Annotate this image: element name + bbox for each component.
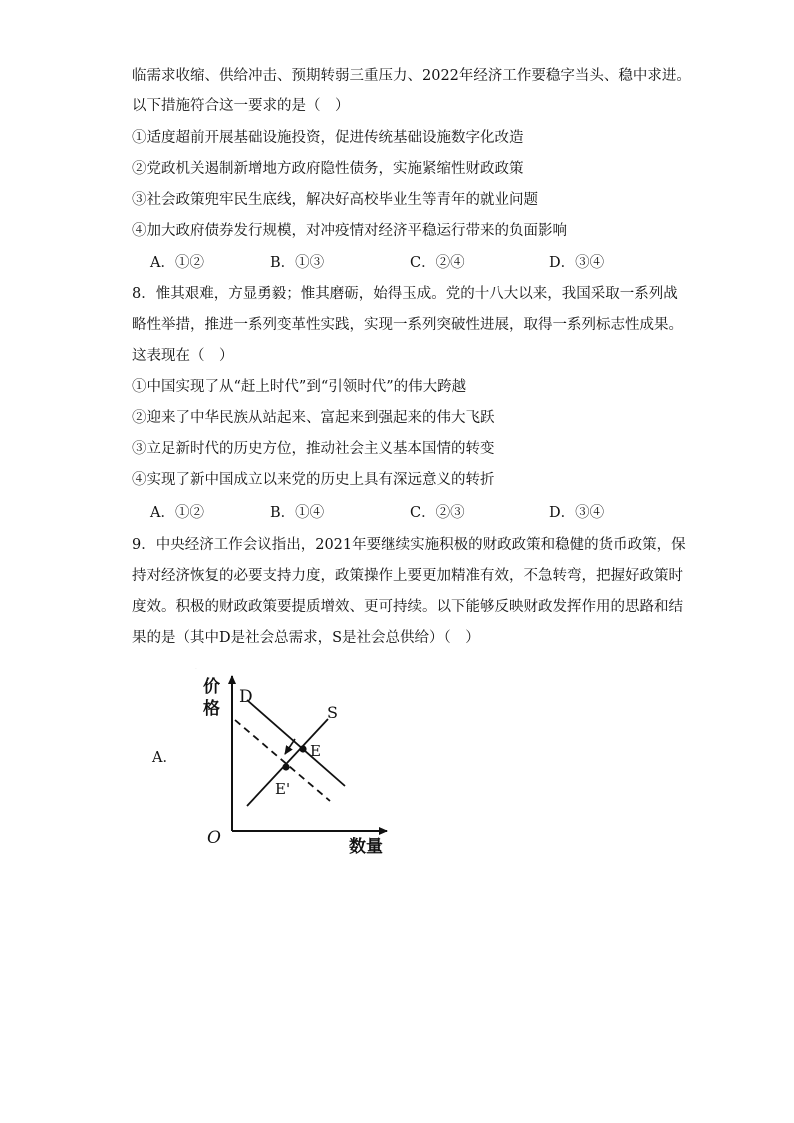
q8-option-d[interactable]: D．③④: [549, 505, 605, 521]
new-equilibrium-label: E': [275, 780, 291, 798]
q7-item-2: ②党政机关遏制新增地方政府隐性债务，实施紧缩性财政政策: [132, 161, 524, 177]
demand-label: D: [239, 687, 253, 707]
q9-stem-line3: 度效。积极的财政政策要提质增效、更可持续。以下能够反映财政发挥作用的思路和结: [132, 599, 683, 615]
q7-option-a[interactable]: A．①②: [150, 255, 204, 271]
y-axis-label-top: 价格: [203, 677, 220, 719]
q7-item-3: ③社会政策兜牢民生底线，解决好高校毕业生等青年的就业问题: [132, 192, 538, 208]
shift-arrow: [285, 739, 295, 754]
q8-stem-line1: 8．惟其艰难，方显勇毅；惟其磨砺，始得玉成。党的十八大以来，我国采取一系列战: [132, 286, 678, 302]
supply-label: S: [327, 703, 338, 722]
q7-stem-line2: 以下措施符合这一要求的是（ ）: [132, 98, 350, 114]
q8-stem-line2: 略性举措，推进一系列变革性实践，实现一系列突破性进展，取得一系列标志性成果。: [132, 317, 683, 333]
q9-option-a-label[interactable]: A．: [152, 750, 177, 766]
q8-option-b[interactable]: B．①④: [270, 505, 325, 521]
equilibrium-point-e: [299, 745, 306, 752]
x-axis-label: 数量: [349, 837, 383, 857]
origin-label: O: [207, 828, 221, 848]
q8-item-4: ④实现了新中国成立以来党的历史上具有深远意义的转折: [132, 472, 495, 488]
q7-item-1: ①适度超前开展基础设施投资，促进传统基础设施数字化改造: [132, 130, 524, 146]
q7-stem-line1: 临需求收缩、供给冲击、预期转弱三重压力、2022年经济工作要稳字当头、稳中求进。: [132, 68, 691, 84]
q7-item-4: ④加大政府债券发行规模，对冲疫情对经济平稳运行带来的负面影响: [132, 223, 567, 239]
y-axis-label: 价格: [195, 668, 197, 669]
q8-item-3: ③立足新时代的历史方位，推动社会主义基本国情的转变: [132, 441, 495, 457]
q8-item-1: ①中国实现了从“赶上时代”到“引领时代”的伟大跨越: [132, 379, 467, 395]
q9-stem-line4: 果的是（其中D是社会总需求，S是社会总供给）（ ）: [132, 630, 480, 646]
q8-option-a[interactable]: A．①②: [150, 505, 204, 521]
q9-stem-line1: 9．中央经济工作会议指出，2021年要继续实施积极的财政政策和稳健的货币政策，保: [132, 537, 686, 553]
q7-option-b[interactable]: B．①③: [270, 255, 325, 271]
q7-option-c[interactable]: C．②④: [410, 255, 465, 271]
q8-item-2: ②迎来了中华民族从站起来、富起来到强起来的伟大飞跃: [132, 410, 495, 426]
supply-demand-diagram: [195, 668, 415, 863]
q8-option-c[interactable]: C．②③: [410, 505, 465, 521]
q9-stem-line2: 持对经济恢复的必要支持力度，政策操作上要更加精准有效，不急转弯，把握好政策时: [132, 568, 683, 584]
equilibrium-label: E: [310, 742, 321, 760]
equilibrium-point-e-prime: [282, 763, 289, 770]
q8-stem-line3: 这表现在（ ）: [132, 348, 234, 364]
q7-option-d[interactable]: D．③④: [549, 255, 605, 271]
